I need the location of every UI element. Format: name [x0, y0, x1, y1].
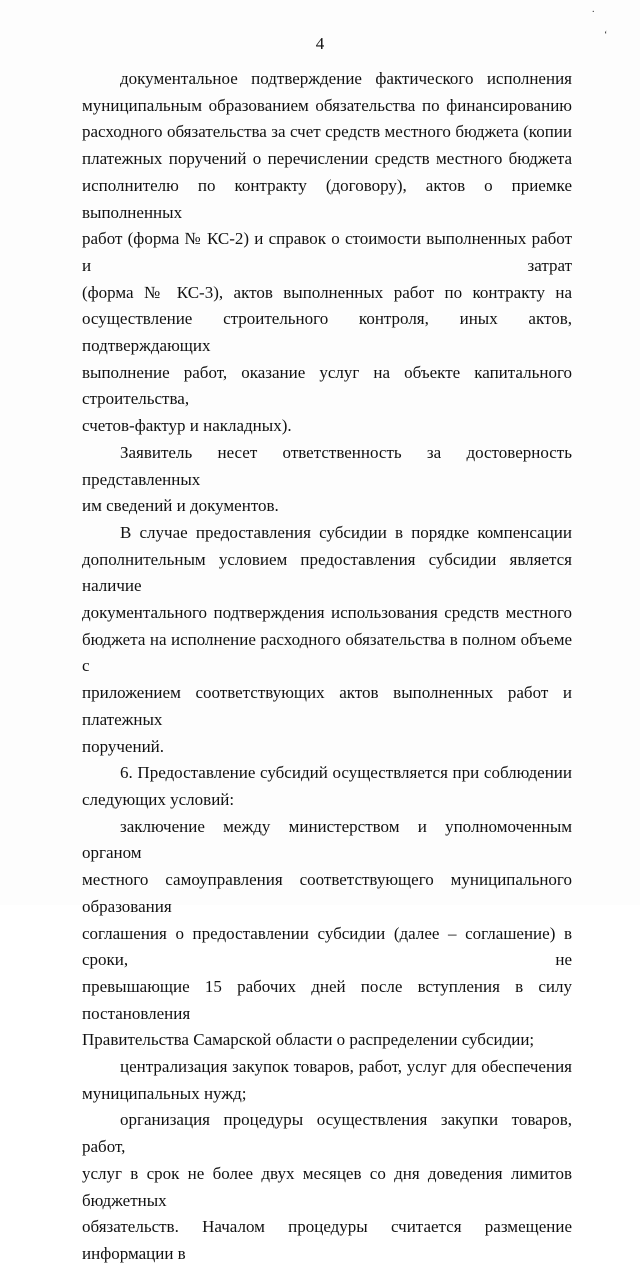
paragraph-line: исполнителю по контракту (договору), актов о приемке выполненных — [82, 175, 572, 222]
paragraph-line: муниципальным образованием обязательства по финансированию — [82, 95, 572, 115]
paragraph-line: приложением соответствующих актов выполненных работ и платежных — [82, 683, 572, 729]
paragraph-line: документального подтверждения использования средств местного — [82, 603, 572, 623]
paragraph-line: документальное подтверждение фактического исполнения — [120, 69, 572, 88]
paragraph-line: платежных поручений о перечислении средств местного бюджета — [82, 149, 572, 169]
paragraph-line: Правительства Самарской области о распределении субсидии; — [82, 1030, 535, 1050]
paragraph-line: бюджета на исполнение расходного обязательства в полном объеме с — [82, 629, 572, 676]
paragraph-line: централизация закупок товаров, работ, услуг для обеспечения — [120, 1057, 572, 1077]
paragraph-line: превышающие 15 рабочих дней после вступления в силу постановления — [82, 976, 572, 1023]
scan-mark: ‘ — [604, 30, 608, 41]
paragraph-line: В случае предоставления субсидии в порядке компенсации — [120, 522, 572, 542]
paragraph-line: услуг в срок не более двух месяцев со дня доведения лимитов бюджетных — [82, 1163, 572, 1210]
paragraph-line: дополнительным условием предоставления субсидии является наличие — [82, 549, 572, 596]
paragraph-line: заключение между министерством и уполномоченным органом — [82, 816, 572, 863]
paragraph-line: поручений. — [82, 736, 165, 756]
paragraph-line: следующих условий: — [82, 789, 235, 809]
paragraph-line: 6. Предоставление субсидий осуществляется при соблюдении — [120, 763, 572, 783]
paragraph-line: обязательств. Началом процедуры считается размещение информации в — [82, 1217, 572, 1263]
scan-mark: . — [592, 4, 595, 15]
paragraph-line: работ (форма № КС-2) и справок о стоимости выполненных работ и затрат — [82, 229, 572, 275]
paragraph-line: муниципальных нужд; — [82, 1083, 247, 1103]
paragraph-line: счетов-фактур и накладных). — [82, 416, 292, 436]
paragraph-line: соглашения о предоставлении субсидии (далее – соглашение) в сроки, не — [82, 923, 572, 970]
paragraph-line: (форма № КС-3), актов выполненных работ по контракту на — [82, 282, 572, 302]
paragraph-line: осуществление строительного контроля, иных актов, подтверждающих — [82, 309, 572, 356]
paragraph-line: организация процедуры осуществления закупки товаров, работ, — [82, 1110, 572, 1157]
paragraph-line: местного самоуправления соответствующего муниципального образования — [82, 870, 572, 916]
document-body — [82, 66, 572, 1268]
paragraph-line: Заявитель несет ответственность за достоверность представленных — [82, 442, 572, 489]
page-number: 4 — [315, 34, 325, 53]
paragraph-line: им сведений и документов. — [82, 496, 279, 516]
paragraph-line: выполнение работ, оказание услуг на объекте капитального строительства, — [82, 362, 572, 409]
paragraph-line: расходного обязательства за счет средств местного бюджета (копии — [82, 122, 572, 142]
